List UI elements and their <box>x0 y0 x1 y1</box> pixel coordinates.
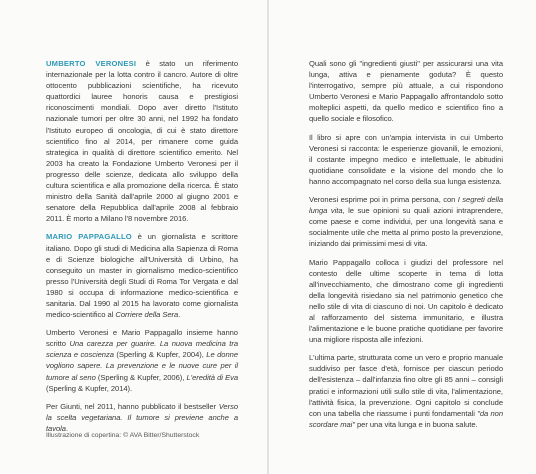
works-intro: Umberto Veronesi e Mario Pappagallo insieme hanno scritto <box>46 328 238 349</box>
book-title-carezza: Una carezza per guarire. La nuova medicina tra scienza e coscienza <box>46 339 239 360</box>
book-title-eva: L'eredità di Eva <box>186 372 239 382</box>
blurb-opinions <box>309 194 503 249</box>
book-title-segreti: I segreti della lunga vita <box>309 195 504 216</box>
blurb-intro: Quali sono gli "ingredienti giusti" per assicurarsi una vita lunga, attiva e pienamente goduta? È questo l'interrogativo, sempre più attuale, a cui rispondono Umberto Veronesi e Mario Pappagallo affrontandolo sotto molteplici aspetti, da quello medico e scientifico fino a quello sociale e filosofico. <box>309 59 503 124</box>
author-name-pappagallo: MARIO PAPPAGALLO <box>46 232 132 242</box>
blurb-pappagallo: Mario Pappagallo colloca i giudizi del professore nel contesto delle ultime scoperte in tema di lotta all'invecchiamento, che dimostrano come gli ingredienti della longevità risiedano sia nel patrimonio genetico che nello stile di vita di ciascuno di noi. Un capitolo è dedicato al rafforzamento del sistema immunitario, e illustra l'alimentazione e le buone pratiche quotidiane per favorire una migliore risposta alle infezioni. <box>309 257 503 345</box>
blurb-interview: Il libro si apre con un'ampia intervista in cui Umberto Veronesi si racconta: le esperienze giovanili, le emozioni, il costante impegno medico e intellettuale, le abitudini quotidiane consolidate e la visione del mondo che lo hanno accompagnato nel corso della sua lunga esistenza. <box>309 132 503 186</box>
author-name-veronesi: UMBERTO VERONESI <box>46 59 137 68</box>
right-text-column <box>309 58 503 437</box>
left-text-column <box>46 58 238 441</box>
blurb-opinions-a: Veronesi esprime poi in prima persona, con <box>309 195 456 205</box>
coauthored-works <box>46 327 238 394</box>
giunti-intro: Per Giunti, nel 2011, hanno pubblicato il bestseller <box>46 401 217 411</box>
book-title-donne: Le donne vogliono sapere. La prevenzione e le nuove cure per il tumore al seno <box>46 350 238 382</box>
pappagallo-bio <box>46 231 238 320</box>
blurb-opinions-b: , le sue opinioni su quali azioni intraprendere, come paese e come individui, per una longevità sana e socialmente utile che metta al primo posto la prevenzione, iniziando dai primissimi mesi di vita. <box>309 206 503 249</box>
works-pub-2: (Sperling & Kupfer, 2006), <box>97 372 185 382</box>
left-flap-page <box>0 0 267 474</box>
works-pub-3: (Sperling & Kupfer, 2014). <box>46 383 133 393</box>
pappagallo-bio-end: . <box>178 310 181 320</box>
giunti-works <box>46 401 238 434</box>
right-flap-page <box>269 0 536 474</box>
veronesi-bio <box>46 58 238 224</box>
giunti-end: . <box>65 423 69 433</box>
pappagallo-bio-text: è un giornalista e scrittore italiano. Dopo gli studi di Medicina alla Sapienza di Roma e di Scienze biologiche all'Università di Urbino, ha conseguito un master in giornalismo medico-scientifico presso l'Università degli Studi di Roma Tor Vergata e dal 1980 si occupa di informazione medico-scientifica e sanitaria. Dal 1990 al 2015 ha lavorato come giornalista medico-scientifico al <box>46 232 238 320</box>
blurb-quote: "da non scordare mai" <box>309 408 504 429</box>
blurb-manual-a: L'ultima parte, strutturata come un vero e proprio manuale suddiviso per fasce d'età, fornisce per ciascun periodo dell'esistenza – dall'infanzia fino oltre gli 85 anni – consigli pratici e informazioni utili sullo stile di vita, l'alimentazione, l'attività fisica, la prevenzione. Ogni capitolo si conclude con una tabella che riassume i punti fondamentali <box>309 353 503 418</box>
blurb-manual <box>309 352 503 430</box>
cover-illustration-credit: Illustrazione di copertina: © AVA Bitter/Shutterstock <box>46 432 200 439</box>
newspaper-title: Corriere della Sera <box>115 310 179 320</box>
works-pub-1: (Sperling & Kupfer, 2004), <box>116 350 204 360</box>
veronesi-bio-text: è stato un riferimento internazionale per la lotta contro il cancro. Autore di oltre ottocento pubblicazioni scientifiche, ha ricevuto quattordici lauree honoris causa e prestigiosi riconoscimenti mondiali. Dopo aver diretto l'Istituto nazionale tumori per oltre 30 anni, nel 1992 ha fondato l'Istituto europeo di oncologia, di cui è stato direttore scientifico fino al 2014, per rimanere come guida strategica in qualità di direttore scientifico emerito. Nel 2003 ha creato la Fondazione Umberto Veronesi per il progresso delle scienze, dedicata allo sviluppo della cultura scientifica e alla promozione della ricerca. È stato ministro della Sanità dall'aprile 2000 al giugno 2001 e senatore della Repubblica dall'aprile 2008 al febbraio 2011. È morto a Milano l'8 novembre 2016. <box>46 59 239 224</box>
blurb-manual-b: per una vita lunga e in buona salute. <box>357 419 478 429</box>
book-title-vegetariana: Verso la scelta vegetariana. Il tumore si previene anche a tavola <box>46 401 238 433</box>
